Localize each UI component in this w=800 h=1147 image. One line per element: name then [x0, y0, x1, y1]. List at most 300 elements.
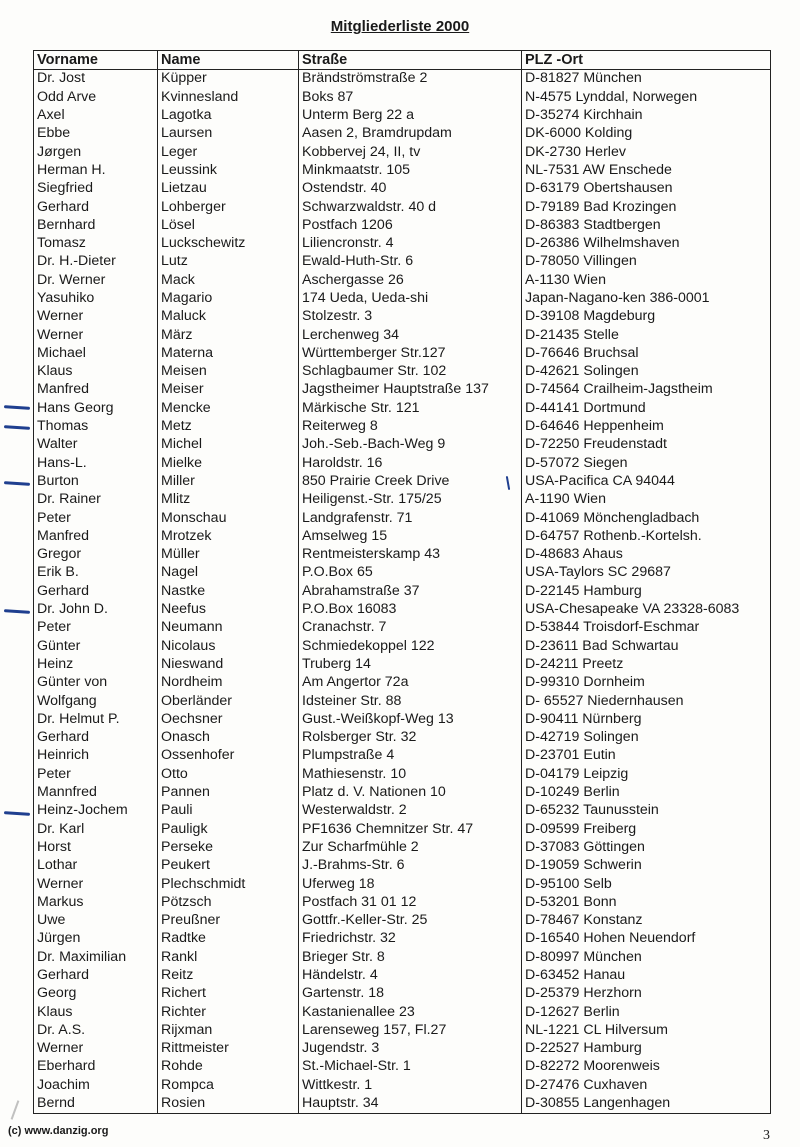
cell-name: Neumann	[158, 619, 299, 637]
cell-vorname: Werner	[34, 326, 158, 344]
cell-strasse: Landgrafenstr. 71	[299, 509, 522, 527]
cell-strasse: Boks 87	[299, 88, 522, 106]
cell-plz-ort: A-1190 Wien	[522, 491, 771, 509]
cell-name: Peukert	[158, 857, 299, 875]
cell-plz-ort: DK-6000 Kolding	[522, 125, 771, 143]
cell-name: Rankl	[158, 948, 299, 966]
cell-strasse: Idsteiner Str. 88	[299, 692, 522, 710]
pen-mark	[4, 481, 30, 486]
table-row	[34, 235, 771, 253]
cell-plz-ort: D-23611 Bad Schwartau	[522, 637, 771, 655]
cell-strasse: Gottfr.-Keller-Str. 25	[299, 912, 522, 930]
table-row	[34, 290, 771, 308]
table-row	[34, 399, 771, 417]
cell-name: Rosien	[158, 1095, 299, 1114]
cell-vorname: Gerhard	[34, 582, 158, 600]
cell-plz-ort: N-4575 Lynddal, Norwegen	[522, 88, 771, 106]
table-row	[34, 747, 771, 765]
cell-strasse: Cranachstr. 7	[299, 619, 522, 637]
cell-strasse: Brändströmstraße 2	[299, 70, 522, 89]
cell-strasse: Amselweg 15	[299, 527, 522, 545]
table-row	[34, 729, 771, 747]
cell-strasse: J.-Brahms-Str. 6	[299, 857, 522, 875]
cell-strasse: Brieger Str. 8	[299, 948, 522, 966]
cell-plz-ort: D-72250 Freudenstadt	[522, 436, 771, 454]
cell-strasse: Jagstheimer Hauptstraße 137	[299, 381, 522, 399]
cell-plz-ort: NL-7531 AW Enschede	[522, 161, 771, 179]
cell-strasse: Gartenstr. 18	[299, 985, 522, 1003]
cell-plz-ort: D-24211 Preetz	[522, 656, 771, 674]
table-row	[34, 308, 771, 326]
table-row	[34, 198, 771, 216]
table-row	[34, 692, 771, 710]
cell-name: Neefus	[158, 601, 299, 619]
cell-strasse: Westerwaldstr. 2	[299, 802, 522, 820]
cell-vorname: Dr. Rainer	[34, 491, 158, 509]
cell-vorname: Uwe	[34, 912, 158, 930]
cell-name: Oberländer	[158, 692, 299, 710]
cell-strasse: Gust.-Weißkopf-Weg 13	[299, 710, 522, 728]
cell-plz-ort: D-53201 Bonn	[522, 893, 771, 911]
cell-vorname: Werner	[34, 308, 158, 326]
cell-vorname: Wolfgang	[34, 692, 158, 710]
cell-plz-ort: D-26386 Wilhelmshaven	[522, 235, 771, 253]
table-row	[34, 271, 771, 289]
cell-vorname: Erik B.	[34, 564, 158, 582]
cell-name: Lutz	[158, 253, 299, 271]
cell-plz-ort: D-80997 München	[522, 948, 771, 966]
column-header-strasse: Straße	[299, 51, 522, 70]
cell-plz-ort: D-10249 Berlin	[522, 784, 771, 802]
cell-plz-ort: D-27476 Cuxhaven	[522, 1076, 771, 1094]
cell-name: Miller	[158, 473, 299, 491]
table-row	[34, 473, 771, 491]
cell-strasse: Am Angertor 72a	[299, 674, 522, 692]
cell-vorname: Gerhard	[34, 198, 158, 216]
table-row	[34, 912, 771, 930]
cell-strasse: Rentmeisterskamp 43	[299, 546, 522, 564]
cell-vorname: Günter	[34, 637, 158, 655]
table-row	[34, 838, 771, 856]
cell-vorname: Michael	[34, 344, 158, 362]
cell-vorname: Tomasz	[34, 235, 158, 253]
table-row	[34, 381, 771, 399]
cell-name: Otto	[158, 765, 299, 783]
cell-vorname: Georg	[34, 985, 158, 1003]
table-row	[34, 637, 771, 655]
cell-name: Rittmeister	[158, 1040, 299, 1058]
cell-vorname: Heinrich	[34, 747, 158, 765]
cell-plz-ort: D-78050 Villingen	[522, 253, 771, 271]
cell-strasse: Aasen 2, Bramdrupdam	[299, 125, 522, 143]
cell-vorname: Klaus	[34, 363, 158, 381]
table-row	[34, 253, 771, 271]
cell-plz-ort: D-19059 Schwerin	[522, 857, 771, 875]
cell-plz-ort: D-57072 Siegen	[522, 454, 771, 472]
cell-name: Ossenhofer	[158, 747, 299, 765]
cell-strasse: Abrahamstraße 37	[299, 582, 522, 600]
cell-name: Müller	[158, 546, 299, 564]
cell-strasse: 174 Ueda, Ueda-shi	[299, 290, 522, 308]
cell-vorname: Manfred	[34, 527, 158, 545]
cell-strasse: Haroldstr. 16	[299, 454, 522, 472]
cell-name: Perseke	[158, 838, 299, 856]
table-row	[34, 344, 771, 362]
table-row	[34, 674, 771, 692]
cell-vorname: Heinz	[34, 656, 158, 674]
cell-plz-ort: D-95100 Selb	[522, 875, 771, 893]
cell-plz-ort: D-86383 Stadtbergen	[522, 216, 771, 234]
cell-strasse: Kobbervej 24, II, tv	[299, 143, 522, 161]
cell-name: Metz	[158, 418, 299, 436]
cell-strasse: Friedrichstr. 32	[299, 930, 522, 948]
page-number: 3	[763, 1128, 770, 1143]
table-row	[34, 125, 771, 143]
cell-plz-ort: D-16540 Hohen Neuendorf	[522, 930, 771, 948]
cell-strasse: Postfach 31 01 12	[299, 893, 522, 911]
cell-plz-ort: D-44141 Dortmund	[522, 399, 771, 417]
table-row	[34, 363, 771, 381]
cell-plz-ort: D-76646 Bruchsal	[522, 344, 771, 362]
cell-strasse: Heiligenst.-Str. 175/25	[299, 491, 522, 509]
cell-name: Rohde	[158, 1058, 299, 1076]
copyright-footer: (c) www.danzig.org	[8, 1125, 109, 1137]
cell-name: Michel	[158, 436, 299, 454]
cell-name: Luckschewitz	[158, 235, 299, 253]
table-row	[34, 985, 771, 1003]
cell-plz-ort: D-48683 Ahaus	[522, 546, 771, 564]
cell-vorname: Herman H.	[34, 161, 158, 179]
table-row	[34, 216, 771, 234]
table-row	[34, 802, 771, 820]
cell-strasse: Rolsberger Str. 32	[299, 729, 522, 747]
member-table	[33, 50, 771, 1114]
column-header-name: Name	[158, 51, 299, 70]
table-row	[34, 1095, 771, 1114]
cell-vorname: Günter von	[34, 674, 158, 692]
table-row	[34, 436, 771, 454]
cell-plz-ort: D-79189 Bad Krozingen	[522, 198, 771, 216]
table-row	[34, 857, 771, 875]
cell-strasse: Kastanienallee 23	[299, 1003, 522, 1021]
table-row	[34, 107, 771, 125]
cell-plz-ort: D-78467 Konstanz	[522, 912, 771, 930]
cell-vorname: Mannfred	[34, 784, 158, 802]
table-row	[34, 784, 771, 802]
cell-name: Lösel	[158, 216, 299, 234]
table-row	[34, 820, 771, 838]
cell-vorname: Werner	[34, 875, 158, 893]
cell-plz-ort: USA-Chesapeake VA 23328-6083	[522, 601, 771, 619]
cell-name: Leussink	[158, 161, 299, 179]
cell-name: Pannen	[158, 784, 299, 802]
cell-plz-ort: D-25379 Herzhorn	[522, 985, 771, 1003]
cell-name: Laursen	[158, 125, 299, 143]
pen-mark	[4, 405, 30, 410]
cell-vorname: Ebbe	[34, 125, 158, 143]
cell-strasse: Postfach 1206	[299, 216, 522, 234]
cell-vorname: Yasuhiko	[34, 290, 158, 308]
cell-strasse: Truberg 14	[299, 656, 522, 674]
cell-name: Lagotka	[158, 107, 299, 125]
cell-vorname: Manfred	[34, 381, 158, 399]
cell-vorname: Odd Arve	[34, 88, 158, 106]
cell-vorname: Dr. H.-Dieter	[34, 253, 158, 271]
table-row	[34, 619, 771, 637]
cell-strasse: Schlagbaumer Str. 102	[299, 363, 522, 381]
cell-name: Nagel	[158, 564, 299, 582]
cell-plz-ort: D-74564 Crailheim-Jagstheim	[522, 381, 771, 399]
cell-vorname: Dr. Jost	[34, 70, 158, 89]
cell-name: Monschau	[158, 509, 299, 527]
cell-name: Plechschmidt	[158, 875, 299, 893]
cell-vorname: Gerhard	[34, 729, 158, 747]
cell-plz-ort: NL-1221 CL Hilversum	[522, 1021, 771, 1039]
cell-vorname: Jørgen	[34, 143, 158, 161]
table-row	[34, 326, 771, 344]
table-row	[34, 527, 771, 545]
table-row	[34, 546, 771, 564]
table-row	[34, 564, 771, 582]
cell-strasse: St.-Michael-Str. 1	[299, 1058, 522, 1076]
cell-vorname: Bernd	[34, 1095, 158, 1114]
cell-name: Materna	[158, 344, 299, 362]
table-row	[34, 601, 771, 619]
table-row	[34, 582, 771, 600]
table-row	[34, 967, 771, 985]
cell-strasse: Wittkestr. 1	[299, 1076, 522, 1094]
cell-strasse: Liliencronstr. 4	[299, 235, 522, 253]
cell-name: Meisen	[158, 363, 299, 381]
cell-name: Mencke	[158, 399, 299, 417]
cell-vorname: Hans-L.	[34, 454, 158, 472]
table-row	[34, 454, 771, 472]
cell-plz-ort: D-90411 Nürnberg	[522, 710, 771, 728]
cell-strasse: Schmiedekoppel 122	[299, 637, 522, 655]
cell-plz-ort: D-65232 Taunusstein	[522, 802, 771, 820]
cell-plz-ort: D-63179 Obertshausen	[522, 180, 771, 198]
cell-vorname: Dr. A.S.	[34, 1021, 158, 1039]
table-row	[34, 143, 771, 161]
table-row	[34, 1058, 771, 1076]
table-row	[34, 948, 771, 966]
cell-vorname: Eberhard	[34, 1058, 158, 1076]
cell-name: Kvinnesland	[158, 88, 299, 106]
cell-vorname: Hans Georg	[34, 399, 158, 417]
cell-plz-ort: D-41069 Mönchengladbach	[522, 509, 771, 527]
table-row	[34, 765, 771, 783]
cell-vorname: Heinz-Jochem	[34, 802, 158, 820]
cell-vorname: Joachim	[34, 1076, 158, 1094]
cell-name: Maluck	[158, 308, 299, 326]
cell-vorname: Peter	[34, 765, 158, 783]
table-row	[34, 1076, 771, 1094]
cell-name: Nicolaus	[158, 637, 299, 655]
table-row	[34, 491, 771, 509]
cell-name: Pauligk	[158, 820, 299, 838]
cell-plz-ort: D-81827 München	[522, 70, 771, 89]
cell-plz-ort: D-21435 Stelle	[522, 326, 771, 344]
pen-mark	[4, 609, 30, 614]
cell-strasse: Ewald-Huth-Str. 6	[299, 253, 522, 271]
cell-plz-ort: D-42621 Solingen	[522, 363, 771, 381]
table-row	[34, 1021, 771, 1039]
cell-vorname: Gerhard	[34, 967, 158, 985]
cell-strasse: Jugendstr. 3	[299, 1040, 522, 1058]
cell-name: Mrotzek	[158, 527, 299, 545]
cell-strasse: P.O.Box 16083	[299, 601, 522, 619]
cell-name: Pötzsch	[158, 893, 299, 911]
pen-mark	[4, 425, 30, 430]
cell-strasse: Märkische Str. 121	[299, 399, 522, 417]
cell-vorname: Walter	[34, 436, 158, 454]
member-rows	[34, 70, 771, 1114]
cell-strasse: Platz d. V. Nationen 10	[299, 784, 522, 802]
cell-vorname: Horst	[34, 838, 158, 856]
cell-strasse: P.O.Box 65	[299, 564, 522, 582]
cell-vorname: Werner	[34, 1040, 158, 1058]
cell-vorname: Gregor	[34, 546, 158, 564]
scan-artifact	[11, 1100, 20, 1119]
cell-plz-ort: D-64757 Rothenb.-Kortelsh.	[522, 527, 771, 545]
cell-plz-ort: DK-2730 Herlev	[522, 143, 771, 161]
cell-vorname: Axel	[34, 107, 158, 125]
cell-strasse: Minkmaatstr. 105	[299, 161, 522, 179]
cell-vorname: Markus	[34, 893, 158, 911]
cell-name: Rijxman	[158, 1021, 299, 1039]
cell-name: Meiser	[158, 381, 299, 399]
table-row	[34, 1003, 771, 1021]
cell-name: Rompca	[158, 1076, 299, 1094]
cell-name: Magario	[158, 290, 299, 308]
cell-vorname: Dr. Helmut P.	[34, 710, 158, 728]
cell-name: Nordheim	[158, 674, 299, 692]
cell-name: Radtke	[158, 930, 299, 948]
cell-vorname: Dr. Maximilian	[34, 948, 158, 966]
pen-mark	[4, 811, 30, 816]
cell-name: Küpper	[158, 70, 299, 89]
cell-strasse: Württemberger Str.127	[299, 344, 522, 362]
cell-vorname: Peter	[34, 619, 158, 637]
cell-plz-ort: D-37083 Göttingen	[522, 838, 771, 856]
cell-strasse: Joh.-Seb.-Bach-Weg 9	[299, 436, 522, 454]
cell-vorname: Dr. Karl	[34, 820, 158, 838]
cell-strasse: Unterm Berg 22 a	[299, 107, 522, 125]
cell-name: Mielke	[158, 454, 299, 472]
cell-plz-ort: D-82272 Moorenweis	[522, 1058, 771, 1076]
page-title: Mitgliederliste 2000	[330, 18, 470, 35]
cell-name: Richert	[158, 985, 299, 1003]
cell-vorname: Bernhard	[34, 216, 158, 234]
cell-plz-ort: USA-Pacifica CA 94044	[522, 473, 771, 491]
cell-plz-ort: D-42719 Solingen	[522, 729, 771, 747]
cell-name: Leger	[158, 143, 299, 161]
table-row	[34, 930, 771, 948]
cell-name: Nastke	[158, 582, 299, 600]
cell-plz-ort: D-39108 Magdeburg	[522, 308, 771, 326]
cell-strasse: Aschergasse 26	[299, 271, 522, 289]
cell-strasse: Stolzestr. 3	[299, 308, 522, 326]
column-header-plz-ort: PLZ -Ort	[522, 51, 771, 70]
table-row	[34, 893, 771, 911]
cell-name: Pauli	[158, 802, 299, 820]
cell-plz-ort: D-64646 Heppenheim	[522, 418, 771, 436]
cell-plz-ort: D-04179 Leipzig	[522, 765, 771, 783]
cell-vorname: Thomas	[34, 418, 158, 436]
cell-plz-ort: Japan-Nagano-ken 386-0001	[522, 290, 771, 308]
cell-vorname: Burton	[34, 473, 158, 491]
cell-plz-ort: D-22145 Hamburg	[522, 582, 771, 600]
cell-name: Nieswand	[158, 656, 299, 674]
cell-plz-ort: D-23701 Eutin	[522, 747, 771, 765]
cell-name: März	[158, 326, 299, 344]
cell-vorname: Lothar	[34, 857, 158, 875]
cell-strasse: Larenseweg 157, Fl.27	[299, 1021, 522, 1039]
cell-vorname: Dr. Werner	[34, 271, 158, 289]
cell-strasse: Reiterweg 8	[299, 418, 522, 436]
cell-vorname: Dr. John D.	[34, 601, 158, 619]
cell-plz-ort: D-22527 Hamburg	[522, 1040, 771, 1058]
cell-name: Lohberger	[158, 198, 299, 216]
cell-name: Oechsner	[158, 710, 299, 728]
table-row	[34, 418, 771, 436]
cell-name: Lietzau	[158, 180, 299, 198]
cell-plz-ort: D-99310 Dornheim	[522, 674, 771, 692]
cell-plz-ort: D-09599 Freiberg	[522, 820, 771, 838]
table-row	[34, 88, 771, 106]
cell-name: Reitz	[158, 967, 299, 985]
cell-plz-ort: D-53844 Troisdorf-Eschmar	[522, 619, 771, 637]
cell-name: Richter	[158, 1003, 299, 1021]
table-row	[34, 875, 771, 893]
cell-strasse: 850 Prairie Creek Drive	[299, 473, 522, 491]
cell-plz-ort: D-35274 Kirchhain	[522, 107, 771, 125]
cell-plz-ort: D-30855 Langenhagen	[522, 1095, 771, 1114]
cell-strasse: Uferweg 18	[299, 875, 522, 893]
cell-strasse: PF1636 Chemnitzer Str. 47	[299, 820, 522, 838]
cell-plz-ort: A-1130 Wien	[522, 271, 771, 289]
table-row	[34, 710, 771, 728]
cell-strasse: Ostendstr. 40	[299, 180, 522, 198]
cell-plz-ort: D-12627 Berlin	[522, 1003, 771, 1021]
cell-strasse: Lerchenweg 34	[299, 326, 522, 344]
cell-strasse: Zur Scharfmühle 2	[299, 838, 522, 856]
cell-strasse: Schwarzwaldstr. 40 d	[299, 198, 522, 216]
table-row	[34, 1040, 771, 1058]
table-row	[34, 180, 771, 198]
table-row	[34, 161, 771, 179]
cell-strasse: Händelstr. 4	[299, 967, 522, 985]
table-row	[34, 509, 771, 527]
cell-name: Onasch	[158, 729, 299, 747]
cell-vorname: Klaus	[34, 1003, 158, 1021]
cell-strasse: Mathiesenstr. 10	[299, 765, 522, 783]
cell-strasse: Plumpstraße 4	[299, 747, 522, 765]
column-header-vorname: Vorname	[34, 51, 158, 70]
table-row	[34, 70, 771, 89]
cell-name: Mlitz	[158, 491, 299, 509]
table-header-row	[34, 51, 771, 70]
table-row	[34, 656, 771, 674]
cell-plz-ort: D-63452 Hanau	[522, 967, 771, 985]
cell-plz-ort: D- 65527 Niedernhausen	[522, 692, 771, 710]
cell-name: Mack	[158, 271, 299, 289]
cell-vorname: Siegfried	[34, 180, 158, 198]
cell-vorname: Peter	[34, 509, 158, 527]
cell-name: Preußner	[158, 912, 299, 930]
cell-vorname: Jürgen	[34, 930, 158, 948]
cell-plz-ort: USA-Taylors SC 29687	[522, 564, 771, 582]
